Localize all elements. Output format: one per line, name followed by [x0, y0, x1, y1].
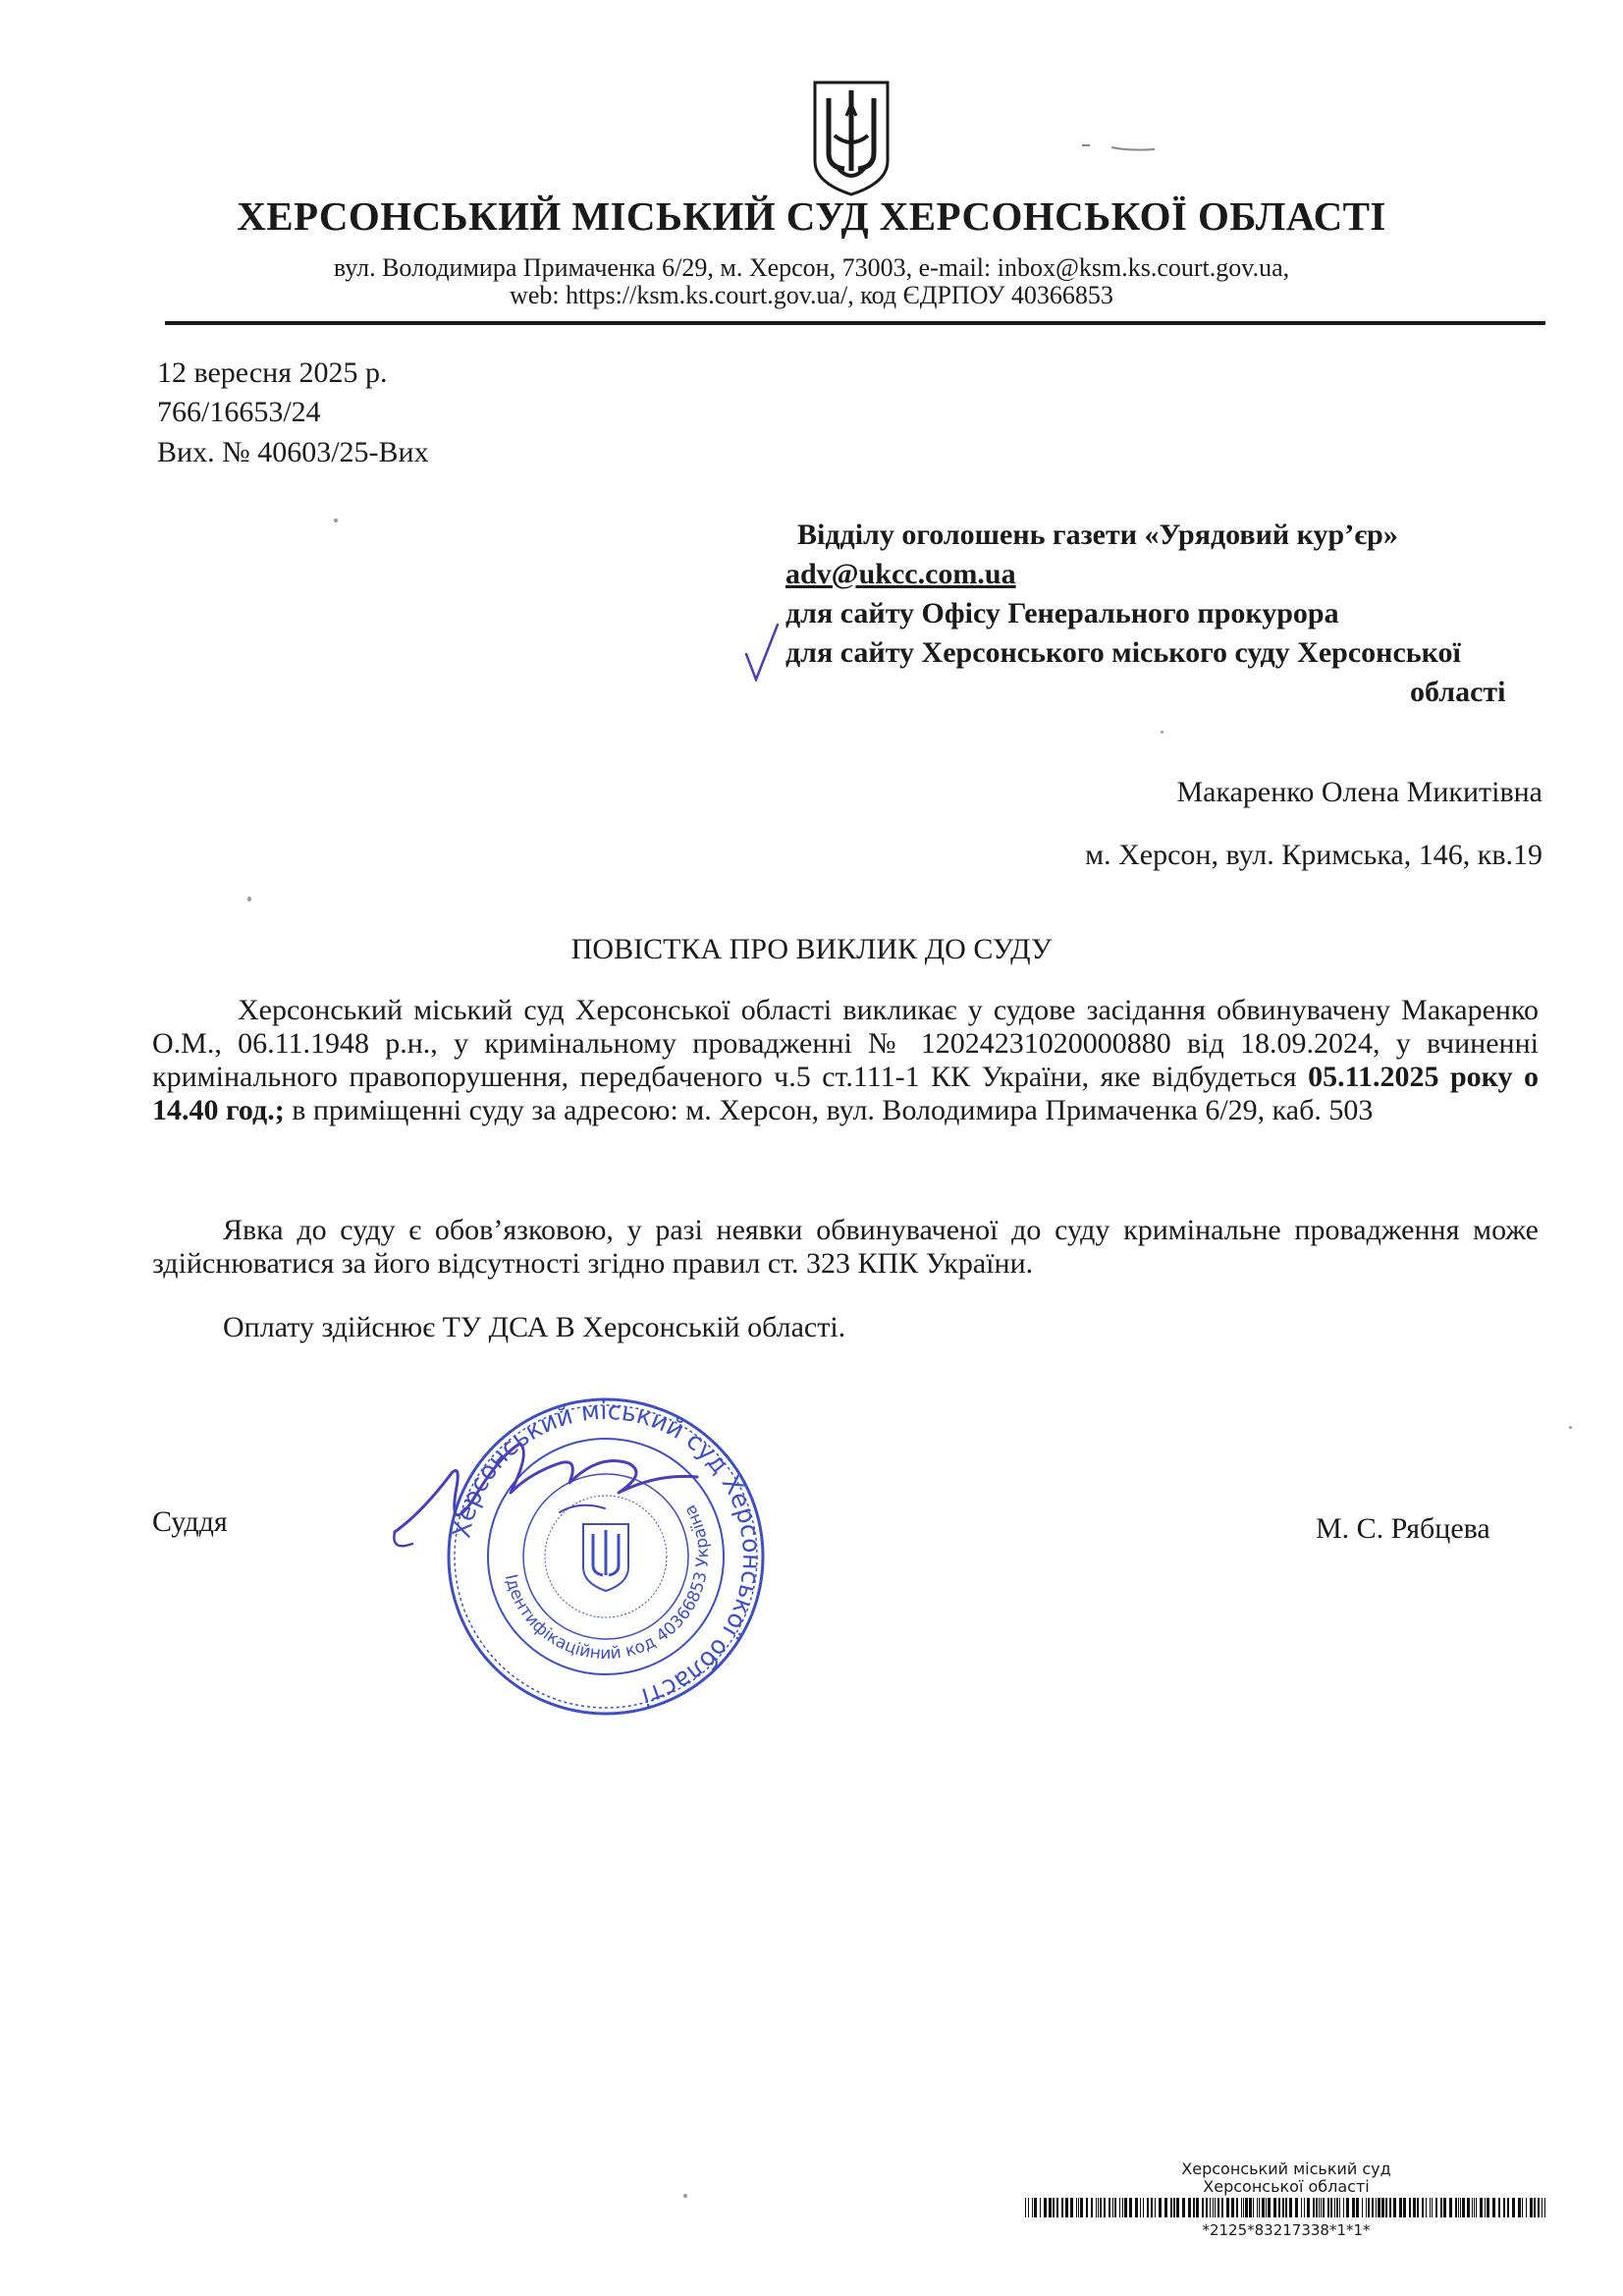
barcode-bar — [1366, 2198, 1367, 2217]
barcode-bar — [1221, 2198, 1223, 2217]
barcode-bar — [1109, 2198, 1110, 2217]
barcode-bar — [1534, 2198, 1536, 2217]
barcode-bar — [1399, 2198, 1402, 2217]
barcode-bar — [1098, 2198, 1099, 2217]
barcode-bar — [1378, 2198, 1380, 2217]
barcode-bar — [1040, 2198, 1041, 2217]
barcode-bar — [1460, 2198, 1461, 2217]
barcode-bar — [1140, 2198, 1141, 2217]
barcode-bar — [1266, 2198, 1267, 2217]
summons-title: ПОВІСТКА ПРО ВИКЛИК ДО СУДУ — [570, 933, 1053, 965]
barcode-bar — [1056, 2198, 1058, 2217]
barcode-bar — [1316, 2198, 1318, 2217]
barcode-bar — [1538, 2198, 1540, 2217]
barcode-bar — [1346, 2198, 1349, 2217]
barcode-bar — [1467, 2198, 1470, 2217]
court-web-and-code: web: https://ksm.ks.court.gov.ua/, код ЄДРПОУ 40366853 — [510, 281, 1113, 309]
summons-paragraph-1 — [152, 994, 1539, 1127]
barcode-bar — [1393, 2198, 1396, 2217]
barcode-bar — [1282, 2198, 1284, 2217]
barcode-bar — [1334, 2198, 1335, 2217]
check-mark-icon — [742, 621, 782, 682]
barcode-bar — [1498, 2198, 1500, 2217]
barcode-bar — [1512, 2198, 1515, 2217]
barcode-bar — [1472, 2198, 1473, 2217]
barcode-bar — [1104, 2198, 1106, 2217]
barcode-bar — [1070, 2198, 1073, 2217]
barcode-bar — [1176, 2198, 1179, 2217]
barcode-bar — [1462, 2198, 1465, 2217]
barcode-bar — [1143, 2198, 1144, 2217]
barcode-bar — [1304, 2198, 1305, 2217]
barcode-bar — [1159, 2198, 1162, 2217]
barcode-bar — [1065, 2198, 1068, 2217]
barcode-bar — [1129, 2198, 1132, 2217]
barcode-bar — [1440, 2198, 1442, 2217]
barcode-bar — [1487, 2198, 1489, 2217]
barcode-bar — [1114, 2198, 1116, 2217]
barcode-bar — [1215, 2198, 1216, 2217]
court-address: вул. Володимира Примаченка 6/29, м. Херсон, 73003, e-mail: inbox@ksm.ks.court.gov.ua, — [333, 253, 1290, 282]
barcode-bar — [1147, 2198, 1149, 2217]
barcode-bar — [1432, 2198, 1433, 2217]
scan-mark — [1080, 141, 1159, 153]
barcode-bar — [1295, 2198, 1298, 2217]
barcode-bar — [1086, 2198, 1088, 2217]
barcode-bar — [1430, 2198, 1431, 2217]
barcode-bar — [1241, 2198, 1242, 2217]
barcode-bar — [1249, 2198, 1252, 2217]
addressee-court-site-cont: області — [1410, 676, 1506, 708]
barcode-bar — [1385, 2198, 1387, 2217]
barcode-bar — [1544, 2198, 1545, 2217]
barcode-bar — [1196, 2198, 1199, 2217]
letter-date: 12 вересня 2025 р. — [157, 356, 388, 389]
barcode-bar — [1268, 2198, 1271, 2217]
barcode-bar — [1206, 2198, 1208, 2217]
barcode-bar — [1476, 2198, 1477, 2217]
summons-paragraph-3: Оплату здійснює ТУ ДСА В Херсонській області. — [223, 1311, 846, 1343]
barcode-bar — [1259, 2198, 1260, 2217]
barcode-bar — [1301, 2198, 1302, 2217]
barcode-bar — [1028, 2198, 1029, 2217]
barcode-bar — [1503, 2198, 1505, 2217]
barcode-bar — [1076, 2198, 1077, 2217]
court-name: ХЕРСОНСЬКИЙ МІСЬКИЙ СУД ХЕРСОНСЬКОЇ ОБЛАСТІ — [237, 193, 1386, 239]
barcode-bar — [1356, 2198, 1359, 2217]
barcode-bar — [1155, 2198, 1156, 2217]
barcode-bar — [1455, 2198, 1457, 2217]
barcode-bar — [1188, 2198, 1191, 2217]
barcode-bar — [1243, 2198, 1244, 2217]
barcode-bar — [1372, 2198, 1374, 2217]
barcode-bar — [1474, 2198, 1475, 2217]
barcode-bar — [1492, 2198, 1495, 2217]
barcode-bar — [1403, 2198, 1406, 2217]
registry-region: Херсонської області — [1203, 2177, 1370, 2196]
recipient-name: Макаренко Олена Микитівна — [1176, 776, 1542, 808]
barcode-bar — [1193, 2198, 1195, 2217]
barcode-bar — [1182, 2198, 1185, 2217]
barcode-bar — [1135, 2198, 1138, 2217]
barcode-bar — [1164, 2198, 1167, 2217]
barcode-bar — [1273, 2198, 1276, 2217]
barcode-bar — [1285, 2198, 1287, 2217]
addressee-prosecutor: для сайту Офісу Генерального прокурора — [785, 597, 1339, 629]
barcode-bar — [1518, 2198, 1521, 2217]
barcode-bar — [1458, 2198, 1459, 2217]
barcode-bar — [1124, 2198, 1127, 2217]
barcode-bar — [1323, 2198, 1325, 2217]
barcode-bar — [1061, 2198, 1063, 2217]
registry-label — [1021, 2160, 1551, 2238]
barcode-bar — [1343, 2198, 1344, 2217]
barcode-bar — [1368, 2198, 1370, 2217]
barcode-bar — [1231, 2198, 1234, 2217]
barcode-bar — [1217, 2198, 1219, 2217]
barcode-bar — [1078, 2198, 1079, 2217]
barcode-bar — [1213, 2198, 1214, 2217]
barcode-bar — [1257, 2198, 1258, 2217]
barcode-bar — [1289, 2198, 1292, 2217]
barcode-bar — [1435, 2198, 1437, 2217]
case-number: 766/16653/24 — [157, 396, 321, 428]
barcode-bar — [1526, 2198, 1527, 2217]
recipient-address: м. Херсон, вул. Кримська, 146, кв.19 — [1085, 839, 1542, 871]
barcode-bar — [1100, 2198, 1102, 2217]
barcode-bar — [1044, 2198, 1047, 2217]
barcode-bar — [1522, 2198, 1523, 2217]
barcode-bar — [1025, 2198, 1026, 2217]
barcode-bar — [1151, 2198, 1153, 2217]
barcode-bar — [1426, 2198, 1427, 2217]
barcode-bar — [1080, 2198, 1083, 2217]
barcode-bar — [1409, 2198, 1411, 2217]
barcode-bar — [1339, 2198, 1340, 2217]
barcode-bar — [1422, 2198, 1424, 2217]
barcode-bar — [1389, 2198, 1391, 2217]
barcode-bar — [1202, 2198, 1204, 2217]
judge-role: Суддя — [152, 1505, 228, 1538]
barcode-icon — [1021, 2198, 1551, 2217]
barcode-bar — [1096, 2198, 1097, 2217]
barcode-bar — [1485, 2198, 1486, 2217]
barcode-bar — [1278, 2198, 1280, 2217]
barcode-bar — [1032, 2198, 1033, 2217]
barcode-bar — [1507, 2198, 1509, 2217]
summons-paragraph-2: Явка до суду є обов’язковою, у разі неявки обвинуваченої до суду кримінальне провадження може здійснюватися за його відсутності згідно правил ст. 323 КПК України. — [152, 1214, 1539, 1280]
barcode-bar — [1112, 2198, 1113, 2217]
barcode-bar — [1053, 2198, 1055, 2217]
header-divider — [165, 321, 1545, 325]
barcode-bar — [1253, 2198, 1254, 2217]
registry-court: Херсонський міський суд — [1181, 2159, 1391, 2178]
barcode-bar — [1262, 2198, 1265, 2217]
summons-text-cont: в приміщенні суду за адресою: м. Херсон, вул. Володимира Примаченка 6/29, каб. 503 — [284, 1094, 1374, 1126]
barcode-bar — [1210, 2198, 1211, 2217]
barcode-bar — [1307, 2198, 1310, 2217]
barcode-bar — [1236, 2198, 1238, 2217]
barcode-code: *2125*83217338*1*1* — [1202, 2221, 1371, 2239]
barcode-bar — [1336, 2198, 1338, 2217]
barcode-bar — [1170, 2198, 1172, 2217]
barcode-bar — [1173, 2198, 1175, 2217]
barcode-bar — [1245, 2198, 1248, 2217]
barcode-bar — [1362, 2198, 1363, 2217]
barcode-bar — [1530, 2198, 1533, 2217]
stamp-outer-text: Херсонський міський суд Херсонської області — [447, 1395, 767, 1712]
hearing-datetime: 05.11.2025 року о 14.40 год.; — [152, 1061, 1540, 1126]
barcode-bar — [1352, 2198, 1355, 2217]
judge-signature — [383, 1414, 717, 1581]
barcode-bar — [1376, 2198, 1377, 2217]
outgoing-number: Вих. № 40603/25-Вих — [157, 436, 429, 468]
barcode-bar — [1449, 2198, 1452, 2217]
addressee-email[interactable]: adv@ukcc.com.ua — [785, 558, 1016, 590]
barcode-bar — [1313, 2198, 1315, 2217]
addressee-newspaper: Відділу оголошень газети «Урядовий кур’єр» — [797, 519, 1398, 551]
barcode-bar — [1226, 2198, 1229, 2217]
barcode-bar — [1330, 2198, 1332, 2217]
barcode-bar — [1381, 2198, 1384, 2217]
addressee-court-site: для сайту Херсонського міського суду Херсонської — [785, 636, 1461, 669]
stamp-inner-text: Ідентифікаційний код 40366853 Україна — [500, 1501, 714, 1665]
barcode-bar — [1413, 2198, 1416, 2217]
barcode-bar — [1321, 2198, 1322, 2217]
barcode-bar — [1327, 2198, 1329, 2217]
barcode-bar — [1417, 2198, 1419, 2217]
barcode-bar — [1119, 2198, 1120, 2217]
summons-text: Херсонський міський суд Херсонської області викликає у судове засідання обвинувачену Макаренко О.М., 06.11.1948 р.н., у кримінальному провадженні № 12024231020000880 від 18.09.2024, у вчиненні кримінального правопорушення, передбаченого ч.5 ст.111-1 КК України, яке відбудеться — [152, 994, 1539, 1093]
judge-name: М. С. Рябцева — [1316, 1512, 1490, 1545]
barcode-bar — [1034, 2198, 1037, 2217]
barcode-bar — [1122, 2198, 1123, 2217]
barcode-bar — [1091, 2198, 1093, 2217]
barcode-bar — [1049, 2198, 1052, 2217]
tryzub-emblem-icon — [809, 77, 893, 198]
barcode-bar — [1319, 2198, 1320, 2217]
barcode-bar — [1443, 2198, 1446, 2217]
barcode-bar — [1480, 2198, 1483, 2217]
